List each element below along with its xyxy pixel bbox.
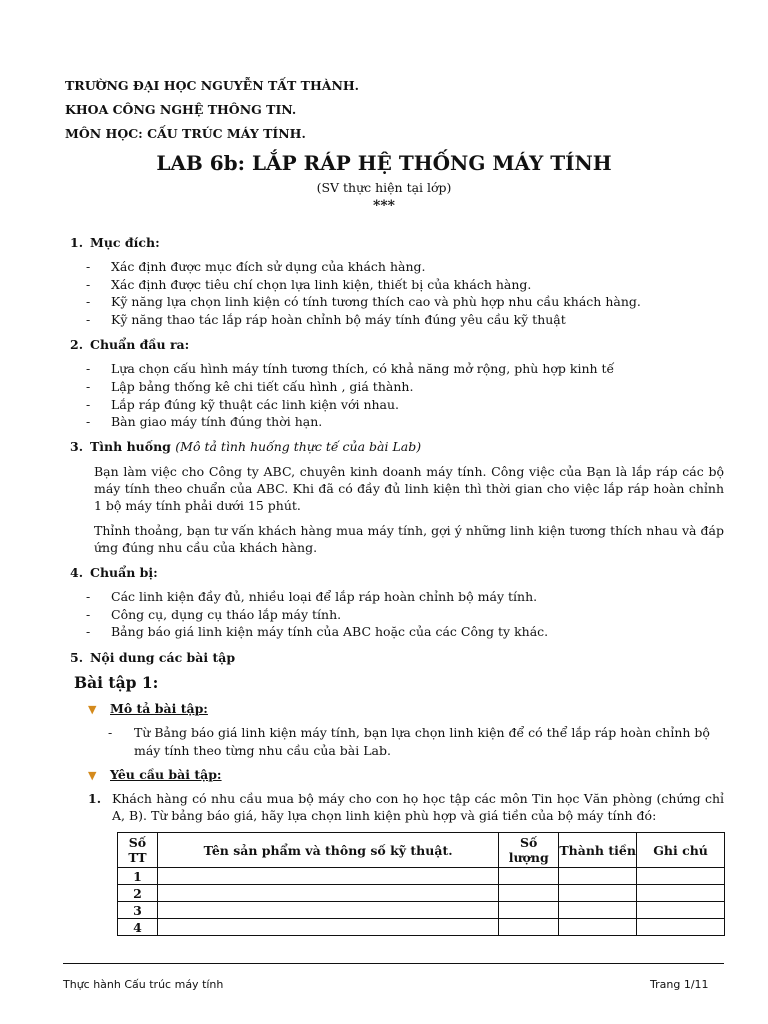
list-item: - Lựa chọn cấu hình máy tính tương thích, có khả năng mở rộng, phù hợp kinh tế [86,361,615,376]
arrow-bullet-icon: ▼ [88,769,97,782]
section-3-heading: 3. Tình huống (Mô tả tình huống thực tế của bài Lab) [70,439,422,454]
header-university: TRƯỜNG ĐẠI HỌC NGUYỄN TẤT THÀNH. [65,78,360,93]
section-title: Mục đích: [90,235,160,250]
section-1-heading [70,235,160,250]
exercise-description-heading: ▼ Mô tả bài tập: [88,701,208,716]
section-2-heading: 2. Chuẩn đầu ra: [70,337,190,352]
list-item: - Các linh kiện đầy đủ, nhiều loại để lắp ráp hoàn chỉnh bộ máy tính. [86,589,538,604]
page-subtitle: (SV thực hiện tại lớp) [316,180,452,195]
footer-course: Thực hành Cấu trúc máy tính [63,978,224,991]
list-item: - Xác định được tiêu chí chọn lựa linh kiện, thiết bị của khách hàng. [86,277,532,292]
exercise-title: Bài tập 1: [74,673,159,692]
footer-page-number: Trang 1/11 [650,978,709,991]
exercise-requirement-heading: ▼ Yêu cầu bài tập: [88,767,222,782]
section-5-heading: 5. Nội dung các bài tập [70,650,236,665]
list-item: - Xác định được mục đích sử dụng của khách hàng. [86,259,426,274]
table-row: 4 [118,919,725,936]
header-course: MÔN HỌC: CẤU TRÚC MÁY TÍNH. [65,126,306,141]
col-header-note: Ghi chú [637,833,725,868]
list-item: - Lập bảng thống kê chi tiết cấu hình , giá thành. [86,379,414,394]
question-1: 1. Khách hàng có nhu cầu mua bộ máy cho con họ học tập các môn Tin học Văn phòng (chứng chỉ A, B). Từ bảng báo giá, hãy lựa chọn linh kiện phù hợp và giá tiền của bộ máy tính đó: [88,791,724,823]
scenario-paragraph-2: Thỉnh thoảng, bạn tư vấn khách hàng mua máy tính, gợi ý những linh kiện tương thích nhau và đáp ứng đúng nhu cầu của khách hàng. [94,523,724,555]
list-item: - Bàn giao máy tính đúng thời hạn. [86,414,323,429]
section-3-note: (Mô tả tình huống thực tế của bài Lab) [175,439,422,454]
section-4-heading: 4. Chuẩn bị: [70,565,158,580]
footer-divider [63,963,724,964]
list-item: - Bảng báo giá linh kiện máy tính của ABC hoặc của các Công ty khác. [86,624,549,639]
exercise-description: - Từ Bảng báo giá linh kiện máy tính, bạn lựa chọn linh kiện để có thể lắp ráp hoàn chỉnh bộ máy tính theo từng nhu cầu của bài Lab. [108,725,710,758]
col-header-stt: Số TT [118,833,158,868]
section-number: 1. [70,235,84,250]
col-header-product: Tên sản phẩm và thông số kỹ thuật. [157,833,498,868]
table-row: 2 [118,885,725,902]
list-item: - Kỹ năng thao tác lắp ráp hoàn chỉnh bộ máy tính đúng yêu cầu kỹ thuật [86,312,566,327]
component-table [117,832,725,936]
list-item: - Công cụ, dụng cụ tháo lắp máy tính. [86,607,342,622]
col-header-quantity: Số lượng [499,833,559,868]
page-title: LAB 6b: LẮP RÁP HỆ THỐNG MÁY TÍNH [156,151,612,175]
list-item: - Kỹ năng lựa chọn linh kiện có tính tương thích cao và phù hợp nhu cầu khách hàng. [86,294,641,309]
table-row: 3 [118,902,725,919]
scenario-paragraph-1: Bạn làm việc cho Công ty ABC, chuyên kinh doanh máy tính. Công việc của Bạn là lắp ráp các bộ máy tính theo chuẩn của ABC. Khi đã có đầy đủ linh kiện thì thời gian cho việc lắp ráp hoàn chỉnh 1 bộ máy tính phải dưới 15 phút. [94,464,724,513]
arrow-bullet-icon: ▼ [88,703,97,716]
col-header-amount: Thành tiền [559,833,637,868]
header-faculty: KHOA CÔNG NGHỆ THÔNG TIN. [65,102,297,117]
list-item: - Lắp ráp đúng kỹ thuật các linh kiện với nhau. [86,397,400,412]
title-separator: *** [373,198,395,214]
table-row: 1 [118,868,725,885]
